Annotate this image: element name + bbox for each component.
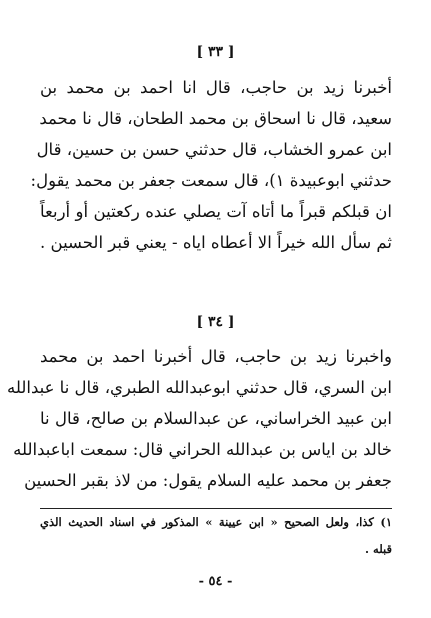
text-line: ابن عبيد الخراساني، عن عبدالسلام بن صالح، قال نا xyxy=(40,409,392,428)
text-line: حدثني ابوعبيدة ١)، قال سمعت جعفر بن محمد يقول: xyxy=(30,171,392,190)
footnote-line: ١) كذا، ولعل الصحيح « ابن عيينة » المذكور في اسناد الحديث الذي xyxy=(40,515,392,529)
hadith-number-33: [ ٣٣ ] xyxy=(196,44,235,60)
text-line: واخبرنا زيد بن حاجب، قال أخبرنا احمد بن محمد xyxy=(40,347,392,366)
text-line: ان قبلكم قبراً ما أتاه آت يصلي عنده ركعتين أو أربعاً xyxy=(40,202,392,221)
text-line: جعفر بن محمد عليه السلام يقول: من لاذ بقبر الحسين xyxy=(24,471,392,490)
text-line: ابن السري، قال حدثني ابوعبدالله الطبري، قال نا عبدالله xyxy=(7,378,392,397)
page-number: - ٥٤ - xyxy=(198,574,233,589)
hadith-number-34: [ ٣٤ ] xyxy=(196,314,235,330)
text-line: ثم سأل الله خيراً الا أعطاه اياه - يعني قبر الحسين . xyxy=(40,233,392,252)
text-line: خالد بن اياس بن عبدالله الحراني قال: سمعت اباعبدالله xyxy=(13,440,392,459)
text-line: ابن عمرو الخشاب، قال حدثني حسن بن حسين، قال xyxy=(36,140,392,159)
footnote-line: قبله . xyxy=(365,542,392,556)
text-line: سعيد، قال نا اسحاق بن محمد الطحان، قال نا محمد xyxy=(39,109,392,128)
footnote-divider xyxy=(40,508,392,509)
text-line: أخبرنا زيد بن حاجب، قال انا احمد بن محمد بن xyxy=(40,78,392,97)
